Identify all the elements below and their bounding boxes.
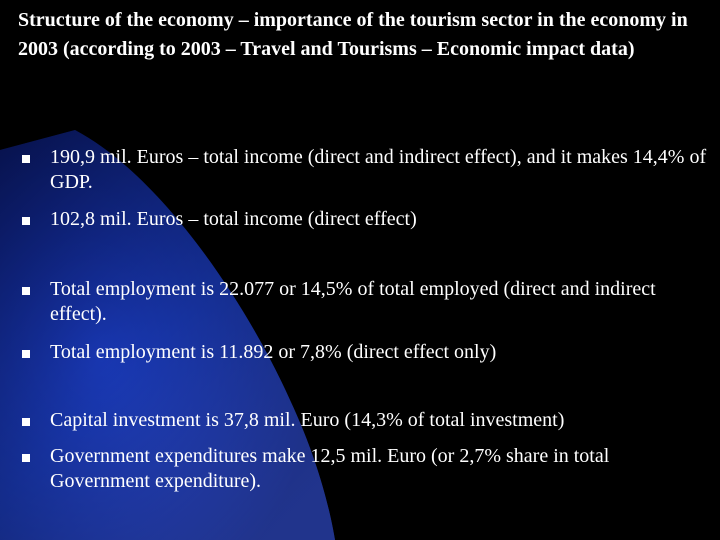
square-bullet-icon bbox=[22, 155, 30, 163]
square-bullet-icon bbox=[22, 418, 30, 426]
bullet-text: Total employment is 22.077 or 14,5% of total employed (direct and indirect effect). bbox=[50, 278, 656, 325]
slide-title: Structure of the economy – importance of the tourism sector in the economy in 2003 (according to 2003 – Travel and Tourisms – Economic impact data) bbox=[18, 9, 688, 60]
bullet-text: Total employment is 11.892 or 7,8% (direct effect only) bbox=[50, 341, 497, 363]
square-bullet-icon bbox=[22, 217, 30, 225]
bullet-text: 102,8 mil. Euros – total income (direct effect) bbox=[50, 208, 417, 230]
bullet-text: 190,9 mil. Euros – total income (direct and indirect effect), and it makes 14,4% of GDP. bbox=[50, 146, 707, 193]
bullet-text: Capital investment is 37,8 mil. Euro (14,3% of total investment) bbox=[50, 409, 565, 431]
bullet-text: Government expenditures make 12,5 mil. Euro (or 2,7% share in total Government expenditure). bbox=[50, 445, 610, 492]
square-bullet-icon bbox=[22, 454, 30, 462]
square-bullet-icon bbox=[22, 350, 30, 358]
square-bullet-icon bbox=[22, 287, 30, 295]
